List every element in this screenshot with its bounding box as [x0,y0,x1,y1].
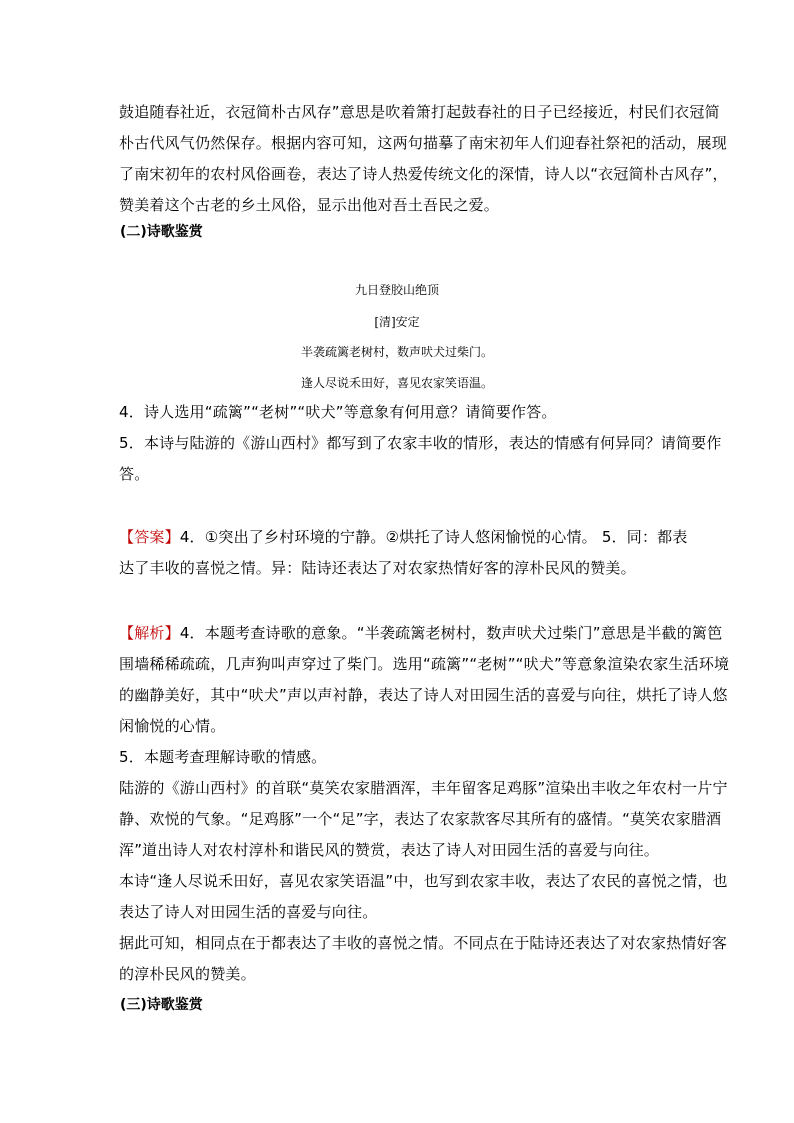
analysis-text: 的淳朴民风的赞美。 [119,965,256,983]
section-heading-2: (二)诗歌鉴赏 [120,224,203,240]
intro-line: 朴古代风气仍然保存。根据内容可知，这两句描摹了南宋初年人们迎春社祭祀的活动，展现 [119,134,728,152]
analysis-text: 闲愉悦的心情。 [119,717,226,735]
intro-line: 了南宋初年的农村风俗画卷，表达了诗人热爱传统文化的深情，诗人以“衣冠简朴古风存”， [119,165,728,183]
analysis-tag: 【解析】 [119,624,180,642]
poem-line: 逢人尽说禾田好，喜见农家笑语温。 [300,376,493,390]
answer-tag: 【答案】 [119,528,180,546]
answer-block [119,522,688,584]
section-heading-3: (三)诗歌鉴赏 [120,997,203,1013]
analysis-text: 围墙稀稀疏疏，几声狗叫声穿过了柴门。选用“疏篱”“老树”“吠犬”等意象渲染农家生活环境 [119,655,730,673]
question-5: 5．本诗与陆游的《游山西村》都写到了农家丰收的情形，表达的情感有何异同？请简要作 [119,434,722,452]
analysis-block [119,618,730,990]
answer-text: 达了丰收的喜悦之情。异：陆诗还表达了对农家热情好客的淳朴民风的赞美。 [119,559,636,577]
question-4: 4．诗人选用“疏篱”“老树”“吠犬”等意象有何用意？请简要作答。 [119,403,557,421]
intro-paragraph [119,97,728,221]
analysis-text: 静、欢悦的气象。“足鸡豚”一个“足”字，表达了农家款客尽其所有的盛情。“莫笑农家腊酒 [119,810,722,828]
poem-author: [清]安定 [374,315,420,329]
questions [119,397,722,490]
poem-line: 半袭疏篱老树村，数声吠犬过柴门。 [300,345,493,359]
analysis-text: 本诗“逢人尽说禾田好，喜见农家笑语温”中，也写到农家丰收，表达了农民的喜悦之情，也 [119,872,728,890]
analysis-text: 5．本题考查理解诗歌的情感。 [119,748,327,766]
poem-title: 九日登胶山绝顶 [354,283,439,297]
analysis-text: 4．本题考查诗歌的意象。“半袭疏篱老树村，数声吠犬过柴门”意思是半截的篱笆 [179,624,723,642]
analysis-text: 据此可知，相同点在于都表达了丰收的喜悦之情。不同点在于陆诗还表达了对农家热情好客 [119,934,728,952]
analysis-text: 表达了诗人对田园生活的喜爱与向往。 [119,903,378,921]
intro-line: 鼓追随春社近，衣冠简朴古风存”意思是吹着箫打起鼓春社的日子已经接近，村民们衣冠简 [119,103,720,121]
analysis-text: 陆游的《游山西村》的首联“莫笑农家腊酒浑，丰年留客足鸡豚”渲染出丰收之年农村一片宁 [119,779,728,797]
analysis-text: 的幽静美好，其中“吠犬”声以声衬静，表达了诗人对田园生活的喜爱与向往，烘托了诗人悠 [119,686,728,704]
question-5-cont: 答。 [119,465,150,483]
intro-line: 赞美着这个古老的乡土风俗，显示出他对吾土吾民之爱。 [119,196,500,214]
analysis-text: 浑”道出诗人对农村淳朴和谐民风的赞赏，表达了诗人对田园生活的喜爱与向往。 [119,841,659,859]
answer-text: 4．①突出了乡村环境的宁静。②烘托了诗人悠闲愉悦的心情。 5．同：都表 [179,528,688,546]
